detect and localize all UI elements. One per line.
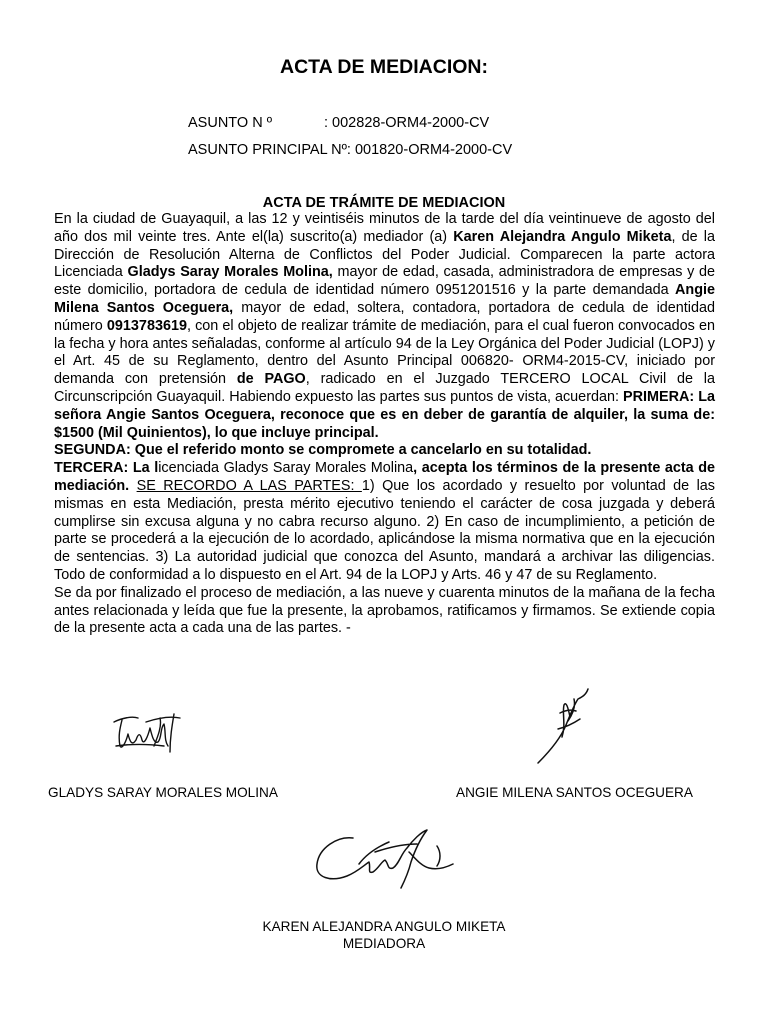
- text-run: En la ciudad de Guayaquil, a las 12 y veintiséis minutos de la tarde del día veintinueve de agosto del año dos mil veinte tres. Ante el(la) suscrito(a) mediador (a): [54, 211, 715, 245]
- asunto-principal-line: ASUNTO PRINCIPAL Nº: 001820-ORM4-2000-CV: [188, 142, 513, 158]
- signer-name-angie: ANGIE MILENA SANTOS OCEGUERA: [456, 785, 693, 800]
- signature-gladys: [108, 706, 188, 756]
- paragraph-2: [54, 460, 715, 585]
- text-run: , de la Dirección de Resolución Alterna de Conflictos del Poder Judicial. Comparecen la parte actora Licenciada: [54, 228, 716, 281]
- signer-name-karen: KAREN ALEJANDRA ANGULO MIKETA: [262, 919, 506, 934]
- asunto-label: ASUNTO N º: [188, 115, 272, 131]
- document-body: [54, 211, 715, 638]
- asunto-value: : 002828-ORM4-2000-CV: [324, 115, 490, 131]
- text-run: [129, 478, 136, 494]
- signature-karen: [305, 822, 465, 902]
- clause-tercera-label: TERCERA: La l: [54, 460, 159, 477]
- clause-tercera-bold: , acepta los términos de la presente acta de mediación.: [54, 460, 716, 494]
- document-subtitle: ACTA DE TRÁMITE DE MEDIACION: [262, 195, 506, 211]
- text-run: mayor de edad, soltera, contadora, portadora de cedula de identidad número: [54, 299, 715, 334]
- reminder-heading: SE RECORDO A LAS PARTES:: [136, 477, 362, 494]
- paragraph-1: [54, 211, 715, 460]
- defendant-name-bold: Angie Milena Santos Oceguera,: [54, 282, 715, 316]
- text-run: , radicado en el Juzgado TERCERO LOCAL Civil de la Circunscripción Guayaquil. Habiendo expuesto las partes sus puntos de vista, acuerdan:: [54, 371, 715, 405]
- signature-angie: [530, 685, 600, 767]
- mediator-name-bold: Karen Alejandra Angulo Miketa: [453, 228, 672, 245]
- text-run: , con el objeto de realizar trámite de mediación, para el cual fueron convocados en la fecha y hora antes señaladas, conforme al artículo 94 de la Ley Orgánica del Poder Judicial (LOPJ) y el Art. 45 de su Reglamento, dentro del Asunto Principal 006820- ORM4-2015-CV, iniciado por demanda con pretensión: [54, 317, 715, 388]
- clause-primera: PRIMERA: La señora Angie Santos Oceguera, reconoce que es en deber de garantía de alquiler, la suma de: $1500 (Mil Quinientos), lo que incluye principal.: [54, 388, 715, 441]
- signer-name-gladys: GLADYS SARAY MORALES MOLINA: [48, 785, 278, 800]
- id-number-bold: 0913783619: [106, 317, 187, 334]
- asunto-line: [188, 115, 489, 131]
- text-run: icenciada Gladys Saray Morales Molina: [158, 460, 414, 477]
- signer-block-mediator: [0, 919, 768, 952]
- pretension-bold: de PAGO: [236, 371, 306, 388]
- clause-segunda: SEGUNDA: Que el referido monto se compromete a cancelarlo en su totalidad.: [54, 442, 592, 459]
- document-title: ACTA DE MEDIACION:: [280, 56, 488, 78]
- signer-role: MEDIADORA: [342, 935, 426, 951]
- actor-name-bold: Gladys Saray Morales Molina,: [127, 264, 333, 281]
- text-run: 1) Que los acordado y resuelto por voluntad de las mismas en esta Mediación, presta mérito ejecutivo teniendo el carácter de cosa juzgada y deberá cumplirse sin excusa alguna y no cabra recurso alguno. 2) En caso de incumplimiento, a petición de parte se procederá a la ejecución de lo acordado, aplicándose la misma normativa que en la ejecución de sentencias. 3) La autoridad judicial que conozca del Asunto, mandará a archivar las diligencias. Todo de conformidad a lo dispuesto en el Art. 94 de la LOPJ y Arts. 46 y 47 de su Reglamento.: [54, 477, 715, 583]
- text-run: mayor de edad, casada, administradora de empresas y de este domicilio, portadora de cedula de identidad número 0951201516 y la parte demandada: [54, 264, 716, 299]
- paragraph-3: Se da por finalizado el proceso de mediación, a las nueve y cuarenta minutos de la mañana de la fecha antes relacionada y leída que fue la presente, la aprobamos, ratificamos y firmamos. Se extiende copia de la presente acta a cada una de las partes. -: [54, 584, 715, 637]
